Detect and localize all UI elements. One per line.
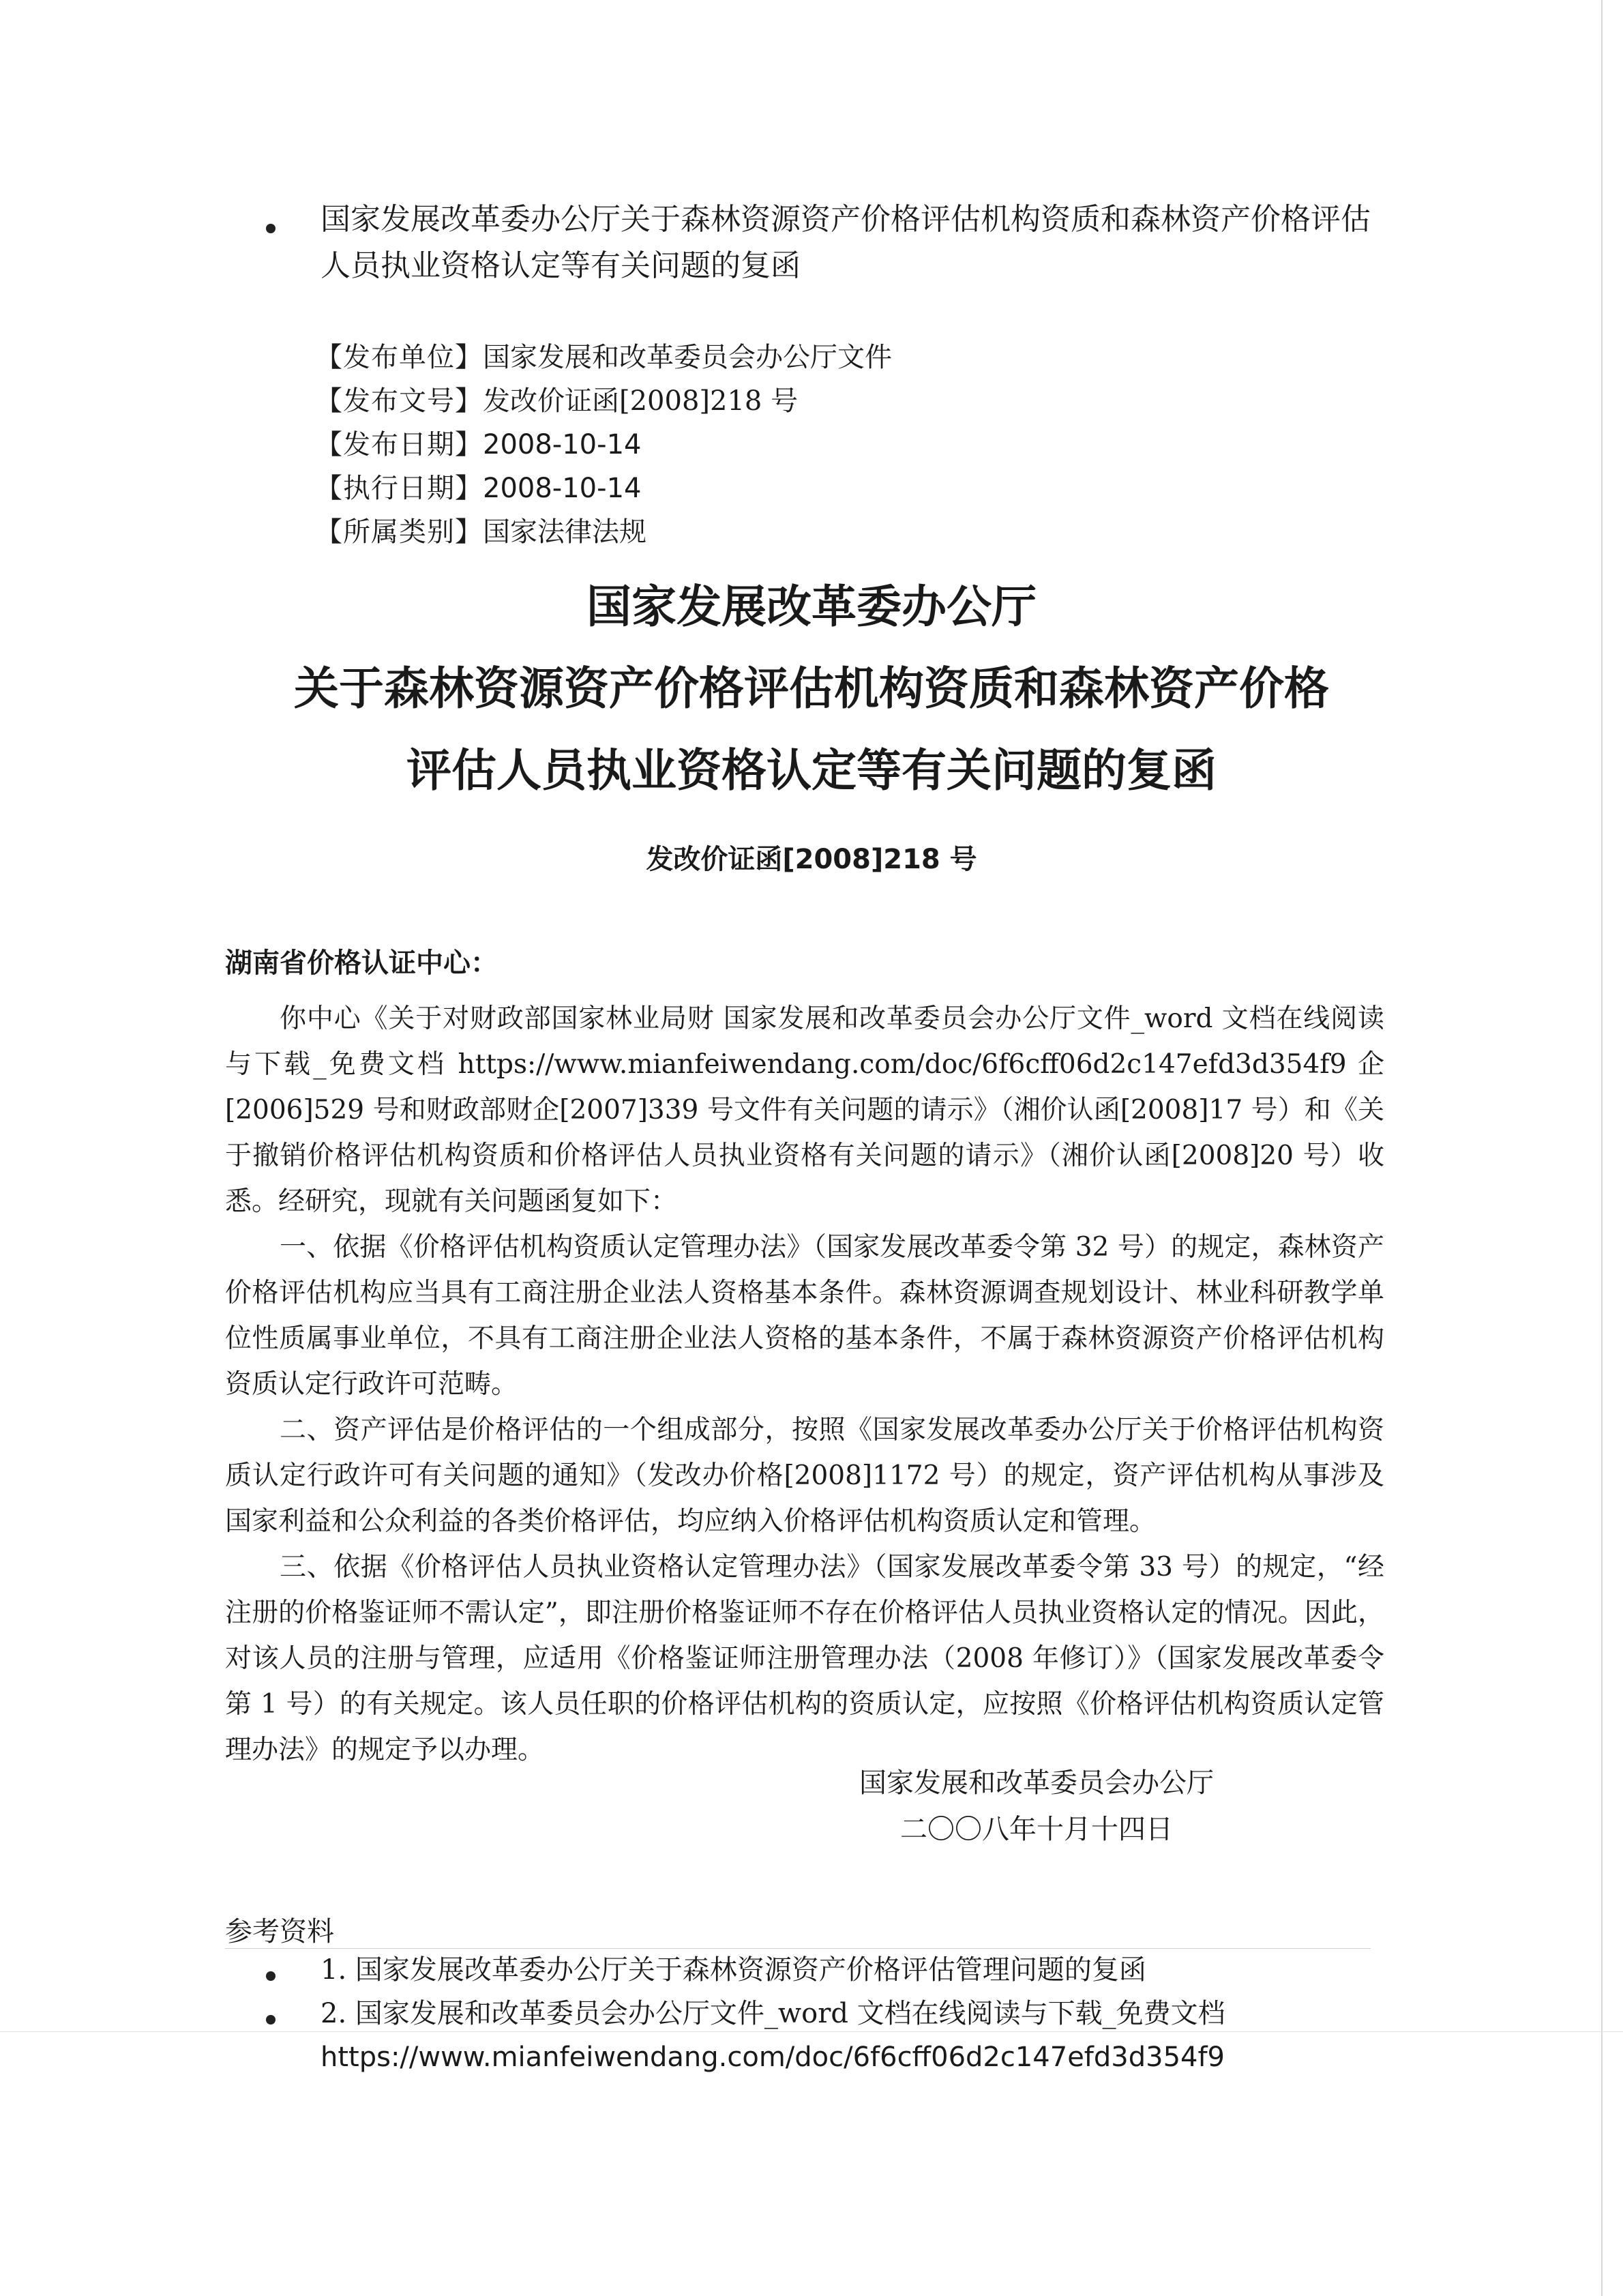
signature-org: 国家发展和改革委员会办公厅 xyxy=(859,1767,1214,1799)
meta-row-publisher: 【发布单位】国家发展和改革委员会办公厅文件 xyxy=(315,342,892,373)
signature-block xyxy=(859,1760,1214,1853)
body-paragraph-4: 三、依据《价格评估人员执业资格认定管理办法》（国家发展改革委令第 33 号）的规定，“经注册的价格鉴证师不需认定”，即注册价格鉴证师不存在价格评估人员执业资格认定的情况。因此，对该人员的注册与管理，应适用《价格鉴证师注册管理办法（2008 年修订）》（国家发展改革委令第 1 号）的有关规定。该人员任职的价格评估机构的资质认定，应按照《价格评估机构资质认定管理办法》的规定予以办理。 xyxy=(225,1552,1384,1765)
reference-item-2-text[interactable]: 2. 国家发展和改革委员会办公厅文件_word 文档在线阅读与下载_免费文档 xyxy=(321,1998,1225,2029)
header-title-item xyxy=(266,196,1384,289)
recipient: 湖南省价格认证中心： xyxy=(225,947,498,979)
bullet-dot-icon xyxy=(266,224,276,233)
bullet-dot-icon xyxy=(266,2015,276,2025)
scan-edge-line xyxy=(1601,0,1603,2296)
body-paragraph-1: 你中心《关于对财政部国家林业局财 国家发展和改革委员会办公厅文件_word 文档在线阅读与下载_免费文档 https://www.mianfeiwendang.com/doc/6f6cff06d2c147efd3d354f9 企[2006]529 号和财政部财企[2007]339 号文件有关问题的请示》（湘价认函[2008]17 号）和《关于撤销价格评估机构资质和价格评估人员执业资格有关问题的请示》（湘价认函[2008]20 号）收悉。经研究，现就有关问题函复如下： xyxy=(225,1003,1384,1217)
document-title-line-3: 评估人员执业资格认定等有关问题的复函 xyxy=(406,744,1217,797)
meta-block xyxy=(315,336,892,554)
reference-item-1[interactable] xyxy=(266,1948,1384,1992)
document-body xyxy=(225,996,1384,1773)
meta-row-category: 【所属类别】国家法律法规 xyxy=(315,516,646,548)
document-title-line-1: 国家发展改革委办公厅 xyxy=(586,580,1037,633)
document-number: 发改价证函[2008]218 号 xyxy=(646,844,977,875)
meta-row-publish-date: 【发布日期】2008-10-14 xyxy=(315,429,642,460)
body-paragraph-2: 一、依据《价格评估机构资质认定管理办法》（国家发展改革委令第 32 号）的规定，森林资产价格评估机构应当具有工商注册企业法人资格基本条件。森林资源调查规划设计、林业科研教学单位性质属事业单位，不具有工商注册企业法人资格的基本条件，不属于森林资源资产价格评估机构资质认定行政许可范畴。 xyxy=(225,1232,1384,1400)
meta-row-doc-number: 【发布文号】发改价证函[2008]218 号 xyxy=(315,385,799,417)
body-paragraph-3: 二、资产评估是价格评估的一个组成部分，按照《国家发展改革委办公厅关于价格评估机构资质认定行政许可有关问题的通知》（发改办价格[2008]1172 号）的规定，资产评估机构从事涉及国家利益和公众利益的各类价格评估，均应纳入价格评估机构资质认定和管理。 xyxy=(225,1415,1384,1537)
document-title-line-2: 关于森林资源资产价格评估机构资质和森林资产价格 xyxy=(294,662,1329,715)
reference-item-2[interactable] xyxy=(266,1992,1384,2079)
bullet-dot-icon xyxy=(266,1971,276,1981)
references-label: 参考资料 xyxy=(225,1916,334,1947)
signature-date: 二〇〇八年十月十四日 xyxy=(900,1814,1173,1845)
reference-item-2-url[interactable]: https://www.mianfeiwendang.com/doc/6f6cff06d2c147efd3d354f9 xyxy=(321,2042,1225,2073)
header-title: 国家发展改革委办公厅关于森林资源资产价格评估机构资质和森林资产价格评估人员执业资格认定等有关问题的复函 xyxy=(321,202,1371,283)
meta-row-effective-date: 【执行日期】2008-10-14 xyxy=(315,473,642,504)
reference-item-1-text[interactable]: 1. 国家发展改革委办公厅关于森林资源资产价格评估管理问题的复函 xyxy=(321,1954,1146,1986)
document-title xyxy=(136,566,1487,812)
